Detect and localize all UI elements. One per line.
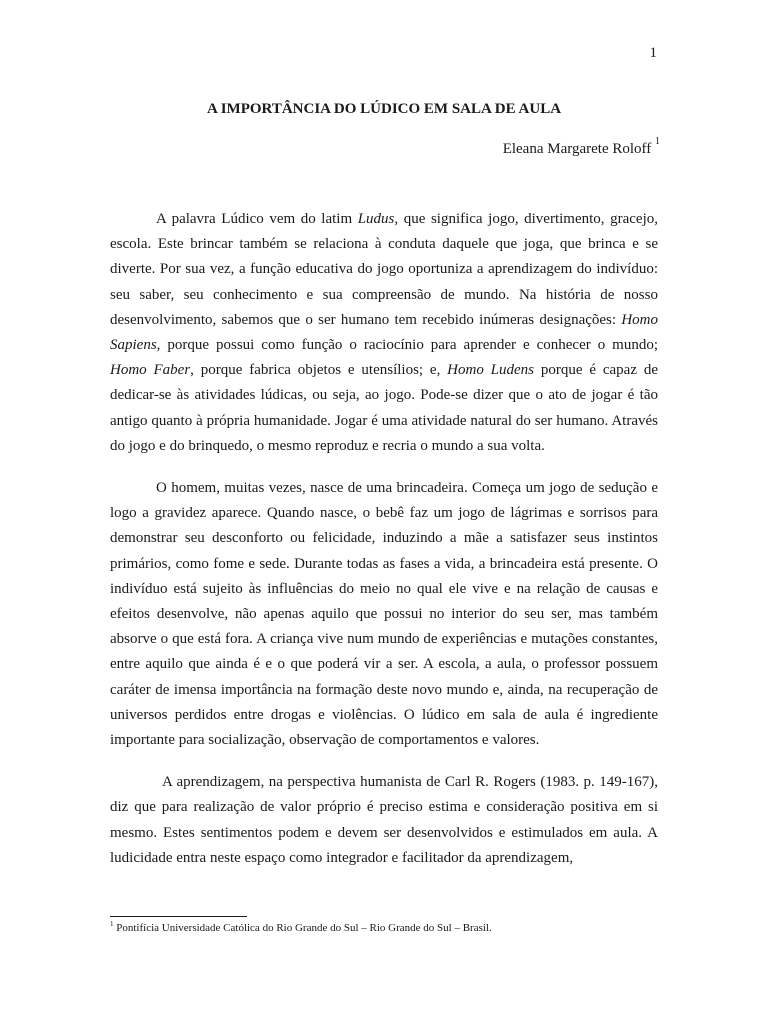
author-line [502, 136, 660, 159]
paragraph-1-text: porque é capaz de dedicar-se às atividades lúdicas, ou seja, ao jogo. Pode-se dizer que o ato de jogar é tão antigo quanto à própria humanidade. Jogar é uma atividade natural do ser humano. Através do jogo e do brinquedo, o mesmo reproduz e recria o mundo a sua volta. [110, 362, 658, 454]
footnote-text: Pontifícia Universidade Católica do Rio Grande do Sul – Rio Grande do Sul – Brasil. [113, 922, 492, 934]
paragraph-1-text: A palavra Lúdico vem do latim [156, 211, 358, 227]
body-text [110, 207, 658, 871]
paragraph-1-text: , porque fabrica objetos e utensílios; e, [190, 362, 448, 379]
paragraph-1-text: , porque possui como função o raciocínio para aprender e conhecer o mundo; [156, 337, 658, 354]
term-homo-ludens: Homo Ludens [447, 362, 535, 379]
paragraph-1 [110, 207, 658, 459]
footnote [110, 920, 658, 936]
author-name: Eleana Margarete Roloff [502, 141, 652, 157]
document-title: A IMPORTÂNCIA DO LÚDICO EM SALA DE AULA [206, 101, 562, 117]
term-homo-sapiens: Homo Sapiens [110, 311, 658, 354]
paragraph-1-text: , que significa jogo, divertimento, gracejo, escola. Este brincar também se relaciona à conduta daquele que joga, que brinca e se diverte. Por sua vez, a função educativa do jogo oportuniza a aprendizagem do indivíduo: seu saber, seu conhecimento e sua compreensão de mundo. Na história de nosso desenvolvimento, sabemos que o ser humano tem recebido inúmeras designações: [110, 211, 658, 328]
footnote-mark: 1 [110, 920, 114, 928]
term-ludus: Ludus [357, 211, 395, 227]
paragraph-3: A aprendizagem, na perspectiva humanista de Carl R. Rogers (1983. p. 149-167), diz que para realização de valor próprio é preciso estima e consideração positiva em si mesmo. Estes sentimentos podem e devem ser desenvolvidos e estimulados em aula. A ludicidade entra neste espaço como integrador e facilitador da aprendizagem, [110, 774, 658, 866]
term-homo-faber: Homo Faber [110, 362, 191, 379]
author-footnote-mark: 1 [655, 136, 660, 147]
paragraph-2: O homem, muitas vezes, nasce de uma brincadeira. Começa um jogo de sedução e logo a gravidez aparece. Quando nasce, o bebê faz um jogo de lágrimas e sorrisos para demonstrar seu desconforto ou felicidade, induzindo a mãe a satisfazer seus instintos primários, como fome e sede. Durante todas as fases a vida, a brincadeira está presente. O indivíduo está sujeito às influências do meio no qual ele vive e na relação de causas e efeitos desenvolve, não apenas aquilo que possui no interior do seu ser, mas também absorve o que está fora. A criança vive num mundo de experiências e mutações constantes, entre aquilo que ainda é e o que poderá vir a ser. A escola, a aula, o professor possuem caráter de imensa importância na formação deste novo mundo e, ainda, na recuperação de universos perdidos entre drogas e violências. O lúdico em sala de aula é ingrediente importante para socialização, observação de comportamentos e valores. [110, 480, 658, 749]
footnote-separator [110, 916, 247, 917]
page-number: 1 [649, 45, 657, 61]
